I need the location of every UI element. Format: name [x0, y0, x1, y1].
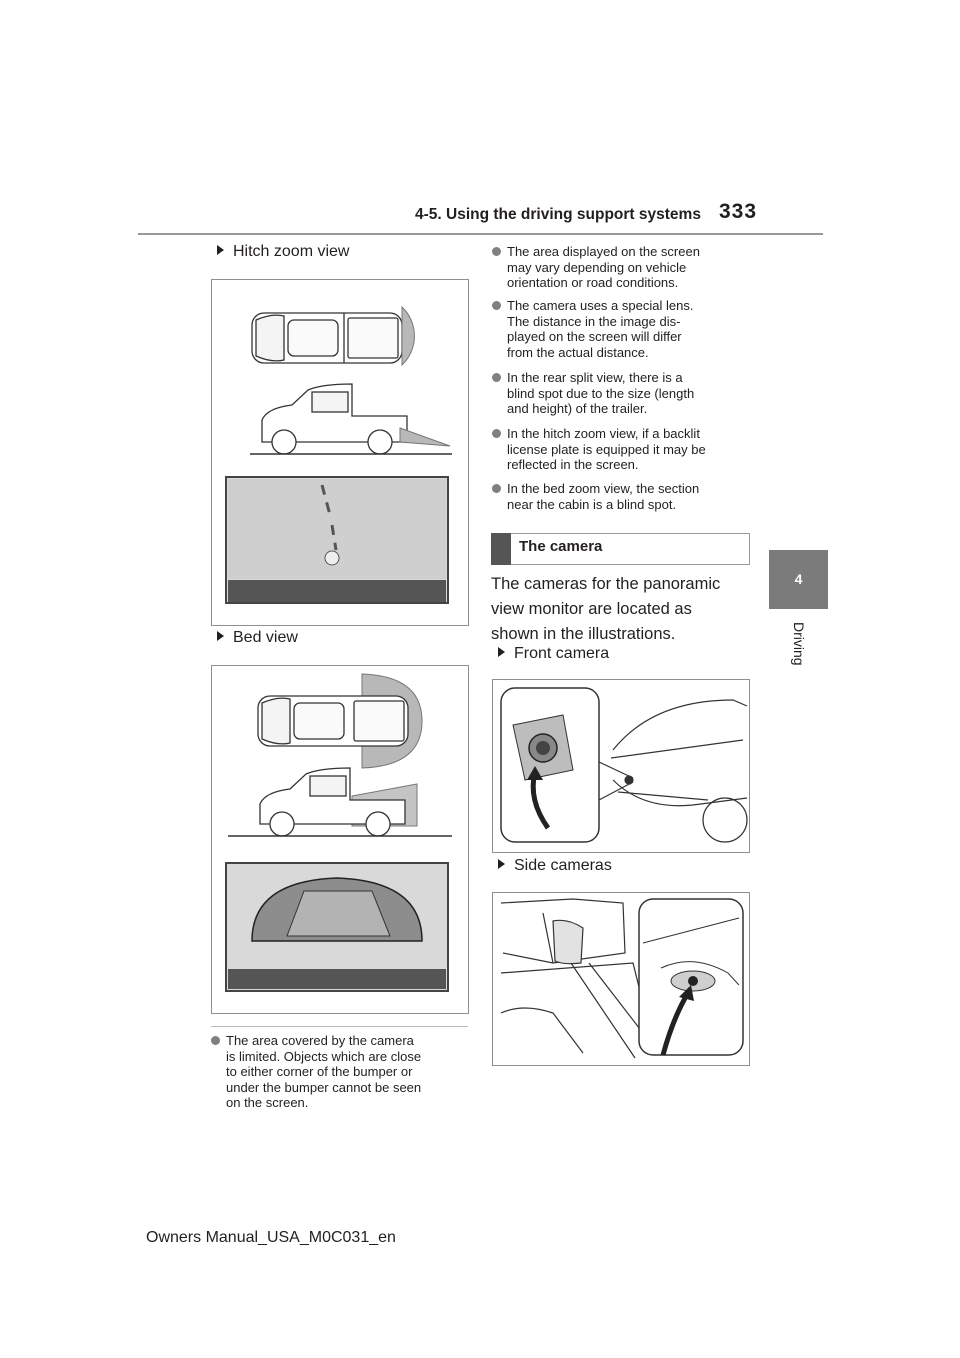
note-special-lens: The camera uses a special lens. The distance in the image dis- played on the screen will differ from the actual distance. — [492, 298, 752, 362]
front-camera-heading — [498, 645, 609, 663]
side-cameras-heading — [498, 857, 612, 875]
hitch-zoom-heading — [217, 243, 349, 261]
arrow-icon — [217, 245, 224, 255]
camera-coverage-top — [402, 307, 414, 365]
truck-side-view — [262, 384, 407, 454]
note-camera-coverage: The area covered by the camera is limited. Objects which are close to either corner of the bumper or under the bumper cannot be seen on the screen. — [211, 1033, 471, 1113]
divider — [211, 1026, 468, 1027]
bullet-icon — [492, 484, 501, 493]
truck-top-view — [252, 313, 402, 363]
hitch-zoom-illustration — [212, 280, 468, 625]
side-cameras-figure — [492, 892, 750, 1066]
section-title: 4-5. Using the driving support systems — [415, 206, 701, 223]
hitch-zoom-figure — [211, 279, 469, 626]
section-heading-marker — [491, 533, 511, 565]
arrow-icon — [498, 859, 505, 869]
note-hitch-zoom: In the hitch zoom view, if a backlit license plate is equipped it may be reflected in the screen. — [492, 426, 752, 474]
chapter-tab-label: Driving — [791, 622, 807, 666]
bullet-icon — [492, 373, 501, 382]
note-bed-zoom: In the bed zoom view, the section near the cabin is a blind spot. — [492, 481, 752, 513]
camera-intro: The cameras for the panoramic view monitor are located as shown in the illustrations. — [491, 575, 721, 643]
bed-view-figure — [211, 665, 469, 1014]
bullet-icon — [492, 429, 501, 438]
bed-view-heading — [217, 629, 298, 647]
bullet-icon — [492, 247, 501, 256]
arrow-icon — [498, 647, 505, 657]
front-camera-label: Front camera — [514, 645, 610, 662]
bed-view-illustration — [212, 666, 468, 1013]
section-heading: The camera — [519, 538, 603, 555]
truck-front — [611, 700, 747, 842]
truck-side — [501, 899, 643, 1053]
note-display-area: The area displayed on the screen may vary depending on vehicle orientation or road conditions. — [492, 244, 752, 292]
bullet-icon — [492, 301, 501, 310]
header-rule — [138, 233, 823, 235]
camera-coverage-side — [400, 428, 450, 446]
truck-top-view — [258, 696, 408, 746]
side-cameras-illustration — [493, 893, 749, 1065]
chapter-tab: 4 — [769, 550, 828, 609]
footer-doc-id: Owners Manual_USA_M0C031_en — [146, 1229, 396, 1246]
front-camera-figure — [492, 679, 750, 853]
page-number: 333 — [719, 200, 758, 223]
front-camera-illustration — [493, 680, 749, 852]
arrow-icon — [217, 631, 224, 641]
side-cameras-label: Side cameras — [514, 857, 612, 874]
note-rear-split-view: In the rear split view, there is a blind spot due to the size (length and height) of the trailer. — [492, 370, 752, 418]
hitch-zoom-label: Hitch zoom view — [233, 243, 350, 260]
truck-side-view — [260, 768, 405, 836]
bullet-icon — [211, 1036, 220, 1045]
bed-view-label: Bed view — [233, 629, 298, 646]
